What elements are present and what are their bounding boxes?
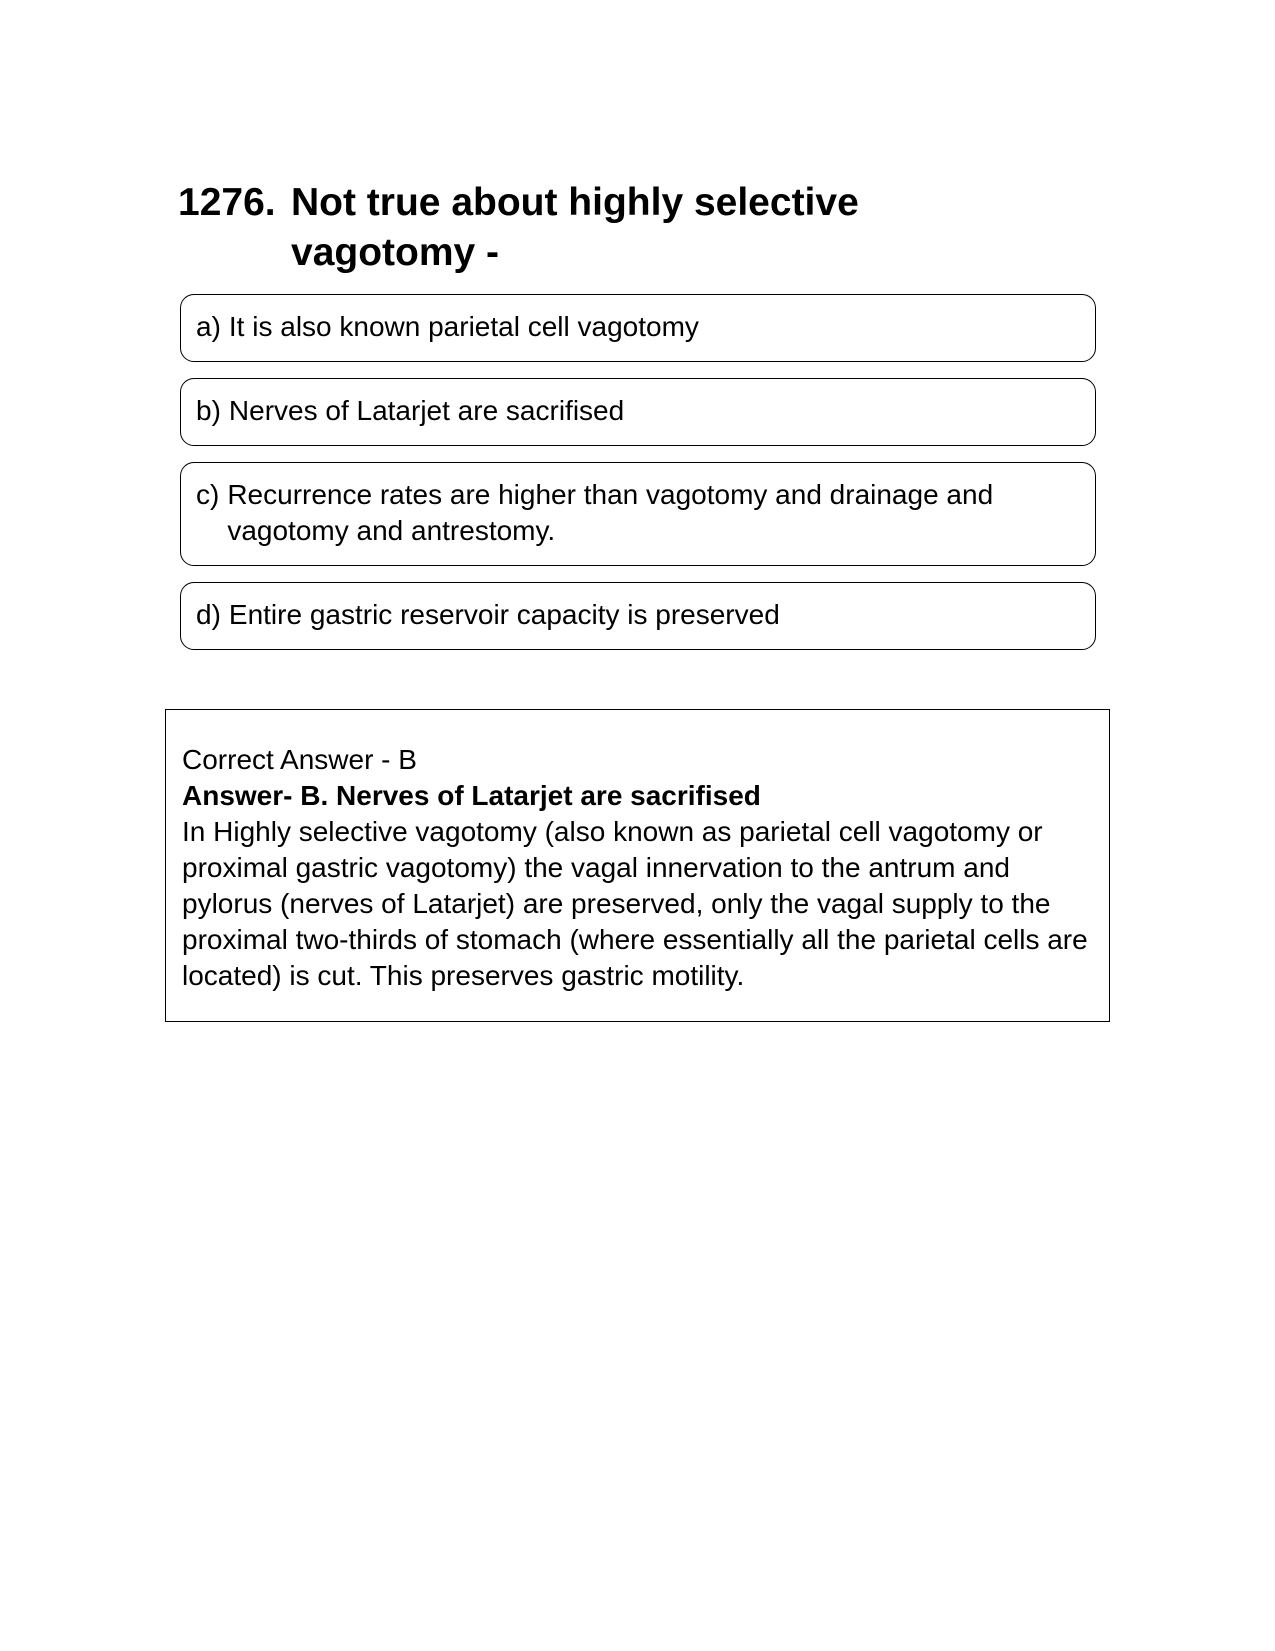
options-list <box>180 294 1096 666</box>
question-text: Not true about highly selective vagotomy - <box>291 181 859 274</box>
question-number: 1276. <box>178 181 276 224</box>
option-b[interactable] <box>180 378 1096 446</box>
option-text: Nerves of Latarjet are sacrifised <box>228 395 625 426</box>
option-text: It is also known parietal cell vagotomy <box>228 311 699 342</box>
answer-explanation: In Highly selective vagotomy (also known as parietal cell vagotomy or proximal gastric vagotomy) the vagal innervation to the antrum and pylorus (nerves of Latarjet) are preserved, only the vagal supply to the proximal two-thirds of stomach (where essentially all the parietal cells are located) is cut. This preserves gastric motility. <box>182 816 1088 991</box>
option-c[interactable] <box>180 462 1096 566</box>
option-letter: a) <box>196 311 221 342</box>
correct-answer-label: Correct Answer - B <box>182 744 417 775</box>
option-letter: c) <box>196 479 220 510</box>
option-d[interactable] <box>180 582 1096 650</box>
option-a[interactable] <box>180 294 1096 362</box>
question-header <box>178 178 1058 278</box>
option-letter: b) <box>196 395 221 426</box>
option-text: Entire gastric reservoir capacity is preserved <box>228 599 780 630</box>
answer-heading: Answer- B. Nerves of Latarjet are sacrifised <box>182 780 761 811</box>
option-letter: d) <box>196 599 221 630</box>
answer-box <box>165 709 1110 1022</box>
option-text: Recurrence rates are higher than vagotomy and drainage and vagotomy and antrestomy. <box>227 479 994 546</box>
